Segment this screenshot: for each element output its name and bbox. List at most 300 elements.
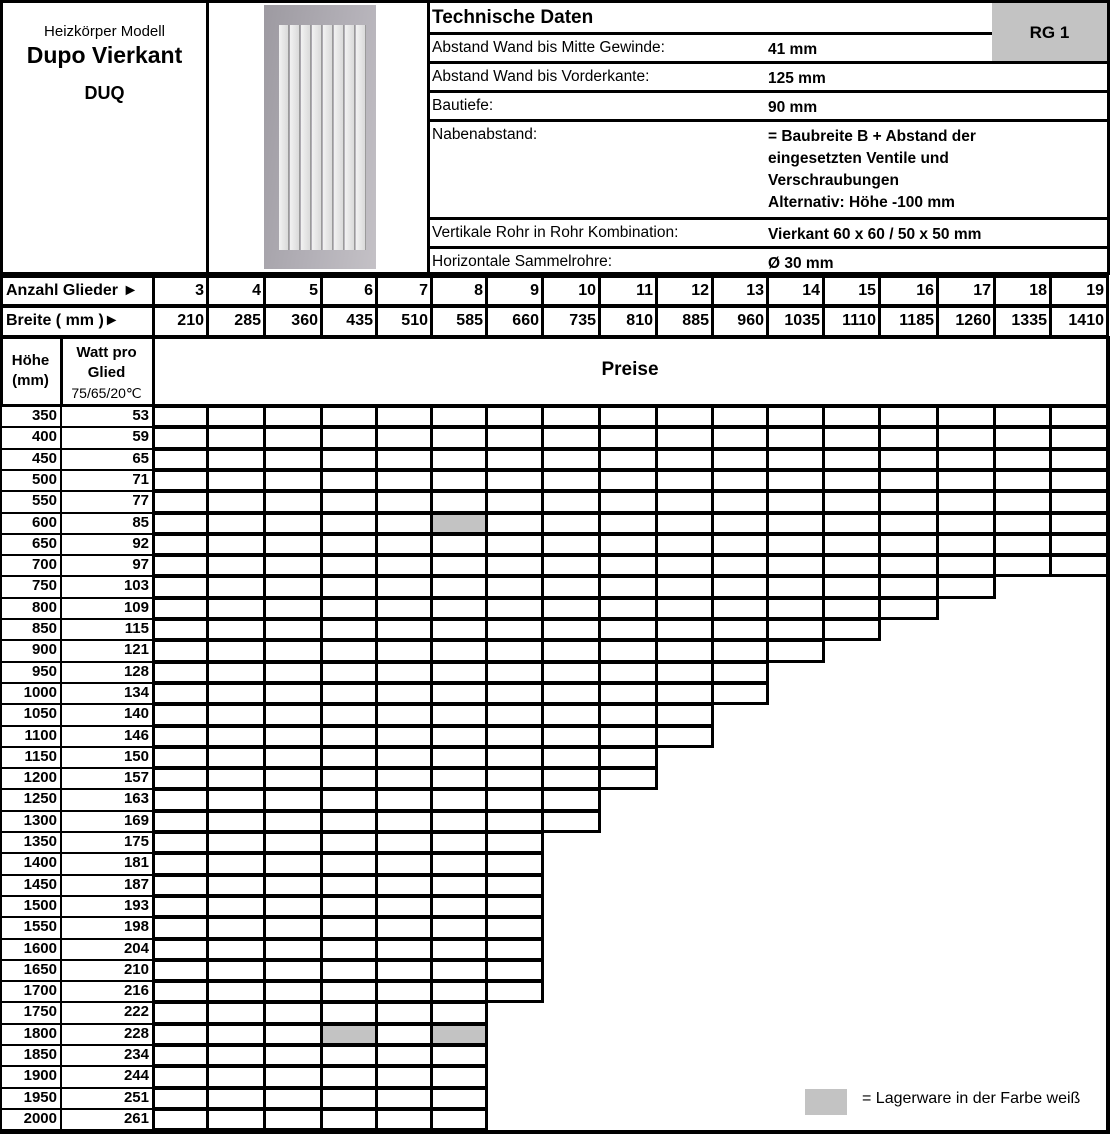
price-cell [541,767,601,790]
price-cell [655,682,714,705]
breite-value: 285 [206,305,266,338]
price-cell [263,533,323,556]
glieder-count: 10 [541,275,601,307]
price-cell [375,533,433,556]
model-subtitle: Heizkörper Modell [44,23,165,40]
price-cell [263,1023,323,1046]
model-header [0,0,206,275]
price-cell [375,725,433,748]
height-value: 1050 [0,703,62,727]
price-cell [263,661,323,684]
price-cell [430,916,488,940]
price-cell [993,490,1052,514]
breite-value: 810 [598,305,658,338]
price-cell [878,575,939,599]
price-cell [152,490,209,514]
price-cell [263,618,323,641]
price-cell [206,618,266,641]
price-cell [822,448,881,471]
price-cell [655,554,714,577]
price-cell [152,682,209,705]
price-cell [375,767,433,790]
price-cell [263,767,323,790]
price-cell [263,512,323,535]
height-value: 900 [0,639,62,663]
price-cell [541,725,601,748]
price-cell [598,490,658,514]
price-cell [936,512,996,535]
price-cell [375,1023,433,1046]
price-cell [598,746,658,769]
price-cell [822,618,881,641]
price-cell [485,895,544,918]
price-cell [375,597,433,620]
price-cell [375,618,433,641]
watt-value: 140 [60,703,154,727]
price-cell [206,597,266,620]
price-cell [206,1044,266,1067]
price-cell [152,533,209,556]
price-cell [1049,469,1109,492]
watt-value: 128 [60,661,154,684]
tech-label: Abstand Wand bis Vorderkante: [432,68,650,85]
price-cell [822,426,881,450]
breite-value: 1110 [822,305,881,338]
price-cell [430,788,488,812]
price-cell [152,448,209,471]
price-cell [375,938,433,961]
price-cell [430,1001,488,1025]
watt-value: 92 [60,533,154,556]
price-cell [263,1108,323,1131]
price-cell [1049,448,1109,471]
price-cell [375,895,433,918]
price-cell [485,852,544,876]
price-cell [320,469,378,492]
tech-row [430,32,992,64]
price-cell [766,554,825,577]
price-cell [206,1108,266,1131]
price-cell [206,405,266,428]
price-cell [375,512,433,535]
price-cell [263,1044,323,1067]
price-cell [485,618,544,641]
price-cell [1049,405,1109,428]
price-cell [598,661,658,684]
glieder-count: 4 [206,275,266,307]
price-cell [320,554,378,577]
price-cell [430,1065,488,1089]
watt-value: 193 [60,895,154,918]
legend-text: = Lagerware in der Farbe weiß [862,1090,1081,1107]
radiator-image [206,0,430,275]
price-cell [766,533,825,556]
price-cell [263,639,323,663]
preise-header: Preise [152,336,1110,407]
price-cell [485,746,544,769]
price-cell [430,618,488,641]
price-cell [320,938,378,961]
watt-header: Watt pro Glied 75/65/20℃ [60,336,155,407]
height-value: 1150 [0,746,62,769]
price-cell [375,916,433,940]
height-value: 1800 [0,1023,62,1046]
height-value: 700 [0,554,62,577]
breite-value: 1410 [1049,305,1109,338]
price-cell [320,405,378,428]
price-cell [206,490,266,514]
price-cell [263,1001,323,1025]
price-cell [320,661,378,684]
price-cell [375,1001,433,1025]
price-cell [766,426,825,450]
glieder-count: 11 [598,275,658,307]
breite-value: 660 [485,305,544,338]
price-cell [206,1087,266,1110]
watt-value: 77 [60,490,154,514]
price-cell [320,980,378,1003]
price-cell [206,725,266,748]
price-cell [485,448,544,471]
price-cell [152,469,209,492]
price-cell [993,448,1052,471]
price-cell [206,575,266,599]
technical-data [430,0,1110,275]
tech-label: Nabenabstand: [432,126,538,143]
price-cell [263,597,323,620]
height-value: 1850 [0,1044,62,1067]
tech-label: Bautiefe: [432,97,494,114]
price-cell [766,597,825,620]
price-cell [320,426,378,450]
price-cell [206,1001,266,1025]
price-cell [152,618,209,641]
price-cell [766,575,825,599]
tech-value: 41 mm [768,41,818,58]
price-cell [375,874,433,897]
price-cell [485,725,544,748]
price-cell-stock [430,512,488,535]
height-value: 1550 [0,916,62,940]
glieder-count: 9 [485,275,544,307]
price-cell [152,895,209,918]
price-cell [711,533,769,556]
breite-value: 1260 [936,305,996,338]
price-cell [430,725,488,748]
watt-value: 228 [60,1023,154,1046]
height-value: 1400 [0,852,62,876]
glieder-count: 16 [878,275,939,307]
price-cell [375,448,433,471]
tech-value: Ø 30 mm [768,255,834,272]
price-cell [152,831,209,854]
height-value: 400 [0,426,62,450]
price-cell [152,874,209,897]
price-cell [430,767,488,790]
price-cell [430,448,488,471]
price-cell [936,554,996,577]
price-cell [430,938,488,961]
price-cell [711,490,769,514]
price-cell [485,597,544,620]
watt-value: 157 [60,767,154,790]
price-cell [263,448,323,471]
legend-swatch [805,1089,847,1115]
price-cell [375,703,433,727]
price-cell [263,831,323,854]
price-cell [430,426,488,450]
price-cell [655,490,714,514]
price-cell [263,895,323,918]
glieder-count: 12 [655,275,714,307]
price-cell [936,405,996,428]
price-cell [711,639,769,663]
watt-value: 198 [60,916,154,940]
price-cell [485,810,544,833]
height-value: 1950 [0,1087,62,1110]
glieder-count: 14 [766,275,825,307]
price-cell [375,554,433,577]
price-cell [711,661,769,684]
watt-value: 53 [60,405,154,428]
price-cell-stock [320,1023,378,1046]
price-cell [263,788,323,812]
tech-label: Horizontale Sammelrohre: [432,253,613,270]
price-cell [320,874,378,897]
price-cell [375,1108,433,1131]
price-cell [430,1044,488,1067]
watt-value: 169 [60,810,154,833]
price-cell [206,810,266,833]
height-value: 1500 [0,895,62,918]
price-cell [320,1044,378,1067]
price-cell [655,618,714,641]
price-cell [430,1108,488,1131]
watt-value: 115 [60,618,154,641]
price-cell [375,852,433,876]
radiator-fin [290,25,300,250]
price-cell [430,554,488,577]
tech-value: 90 mm [768,99,818,116]
radiator-fin [334,25,344,250]
price-cell [375,661,433,684]
price-cell [152,426,209,450]
price-cell [206,788,266,812]
price-cell [430,810,488,833]
hoehe-header: Höhe (mm) [0,336,63,407]
price-cell [541,639,601,663]
watt-value: 251 [60,1087,154,1110]
price-cell [878,533,939,556]
price-cell [375,1087,433,1110]
price-cell [711,597,769,620]
price-cell [375,575,433,599]
price-cell [152,788,209,812]
price-cell [541,554,601,577]
price-cell [1049,512,1109,535]
glieder-count: 15 [822,275,881,307]
price-cell [152,1108,209,1131]
price-cell [320,682,378,705]
price-cell [152,725,209,748]
price-cell [430,874,488,897]
price-cell [263,426,323,450]
price-cell [320,725,378,748]
price-cell [711,554,769,577]
tech-row [430,119,1107,220]
table-bottom-border [0,1130,1110,1134]
height-value: 1200 [0,767,62,790]
price-cell [655,575,714,599]
watt-value: 222 [60,1001,154,1025]
price-cell [206,448,266,471]
price-cell [320,703,378,727]
price-cell [430,831,488,854]
price-cell [320,618,378,641]
radiator-fin [312,25,322,250]
price-cell [655,448,714,471]
price-cell [206,1023,266,1046]
price-cell [320,767,378,790]
height-value: 350 [0,405,62,428]
price-cell [993,426,1052,450]
watt-value: 59 [60,426,154,450]
price-cell [206,639,266,663]
price-cell [711,405,769,428]
price-cell [655,597,714,620]
price-cell [598,703,658,727]
price-cell [152,938,209,961]
price-cell [430,533,488,556]
price-cell [263,916,323,940]
price-cell [541,682,601,705]
price-cell [655,725,714,748]
price-cell [485,512,544,535]
glieder-count: 7 [375,275,433,307]
price-cell [541,618,601,641]
breite-value: 1335 [993,305,1052,338]
price-cell [822,533,881,556]
price-cell [485,959,544,982]
price-cell [375,469,433,492]
price-cell [206,895,266,918]
price-cell [655,703,714,727]
price-cell [655,469,714,492]
price-cell [430,959,488,982]
height-value: 1900 [0,1065,62,1089]
height-value: 600 [0,512,62,535]
price-cell [375,682,433,705]
tech-label: Vertikale Rohr in Rohr Kombination: [432,224,679,241]
price-cell [152,639,209,663]
price-cell [430,1087,488,1110]
price-cell [430,639,488,663]
height-value: 950 [0,661,62,684]
price-cell [993,554,1052,577]
model-code: DUQ [84,83,125,103]
height-value: 650 [0,533,62,556]
price-cell [263,746,323,769]
price-cell [430,405,488,428]
tech-value: 125 mm [768,70,826,87]
watt-value: 244 [60,1065,154,1089]
price-cell [485,938,544,961]
price-cell [485,405,544,428]
model-title: Dupo Vierkant [26,42,183,68]
tech-value: = Baubreite B + Abstand der eingesetzten Ventile und Verschraubungen Alternativ: Höhe -100 mm [768,128,976,211]
price-cell [375,810,433,833]
price-cell [206,703,266,727]
watt-value: 204 [60,938,154,961]
price-cell [598,554,658,577]
price-cell [655,661,714,684]
glieder-count: 13 [711,275,769,307]
price-cell [541,533,601,556]
price-cell [822,512,881,535]
price-cell [1049,554,1109,577]
price-cell [1049,533,1109,556]
price-cell [152,1044,209,1067]
tech-row [430,217,1107,249]
price-cell [822,405,881,428]
price-cell [936,490,996,514]
price-cell [541,746,601,769]
price-cell [430,703,488,727]
price-cell [485,682,544,705]
price-cell [263,554,323,577]
price-cell [320,831,378,854]
price-cell [711,512,769,535]
price-cell [152,405,209,428]
price-cell [878,554,939,577]
price-cell [541,661,601,684]
glieder-count: 5 [263,275,323,307]
price-cell [152,1065,209,1089]
price-cell [206,512,266,535]
price-cell [320,575,378,599]
price-cell [263,1065,323,1089]
price-cell [541,490,601,514]
price-cell [598,682,658,705]
price-cell [878,426,939,450]
price-cell [320,852,378,876]
price-cell [711,575,769,599]
price-cell [485,639,544,663]
price-cell [541,469,601,492]
price-cell [878,512,939,535]
watt-value: 121 [60,639,154,663]
breite-value: 510 [375,305,433,338]
price-cell [263,575,323,599]
price-cell [152,703,209,727]
height-value: 1450 [0,874,62,897]
tech-title: Technische Daten [432,7,594,28]
breite-value: 1035 [766,305,825,338]
price-cell [152,746,209,769]
price-cell [430,852,488,876]
price-cell [320,916,378,940]
breite-value: 885 [655,305,714,338]
price-cell [263,874,323,897]
glieder-count: 17 [936,275,996,307]
price-cell [485,554,544,577]
price-cell [598,533,658,556]
watt-value: 210 [60,959,154,982]
price-cell [878,490,939,514]
price-cell [152,767,209,790]
price-cell [206,938,266,961]
price-cell [152,916,209,940]
